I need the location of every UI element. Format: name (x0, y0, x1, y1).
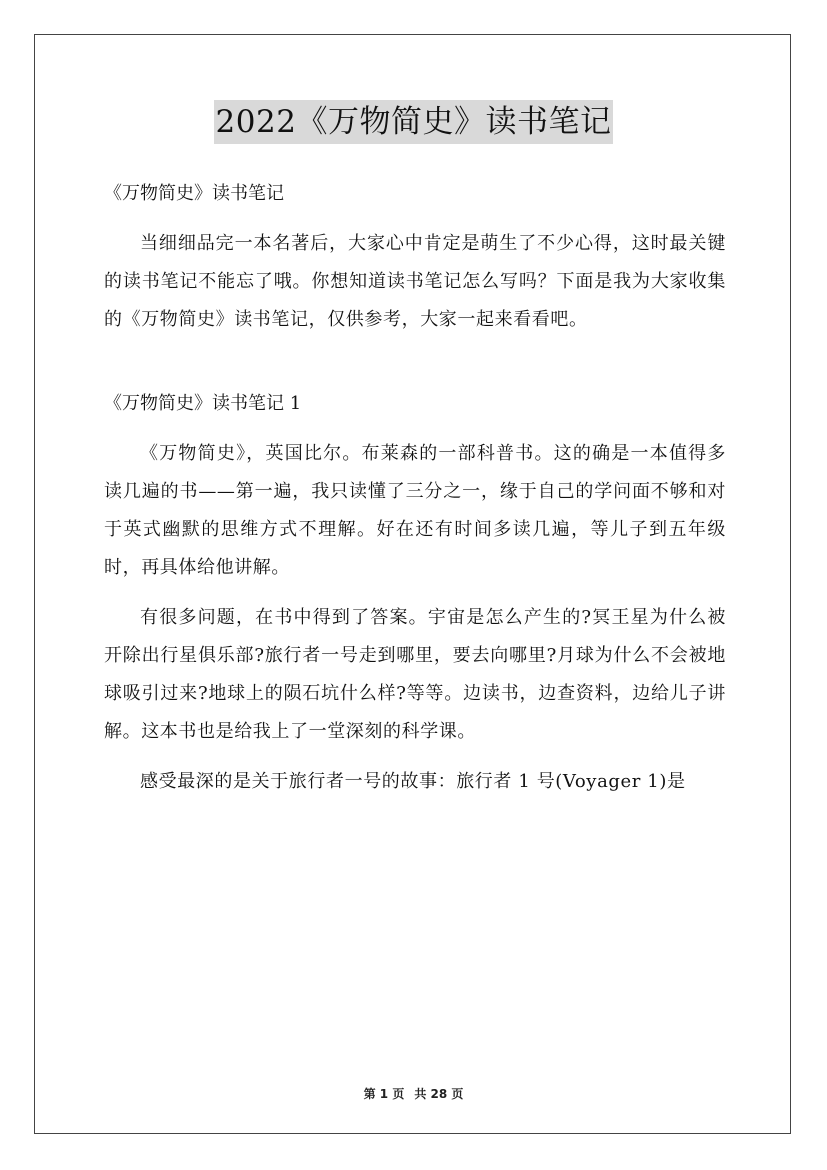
page-total: 共 28 页 (414, 1087, 464, 1101)
document-body (104, 175, 726, 801)
page-number: 第 1 页 (363, 1087, 405, 1101)
page-footer (0, 1085, 827, 1102)
body-paragraph: 有很多问题，在书中得到了答案。宇宙是怎么产生的?冥王星为什么被开除出行星俱乐部?旅行者一号走到哪里，要去向哪里?月球为什么不会被地球吸引过来?地球上的陨石坑什么样?等等。边读书，边查资料，边给儿子讲解。这本书也是给我上了一堂深刻的科学课。 (104, 607, 726, 742)
body-paragraph: 感受最深的是关于旅行者一号的故事：旅行者 1 号(Voyager 1)是 (140, 771, 686, 792)
body-paragraph: 《万物简史》，英国比尔。布莱森的一部科普书。这的确是一本值得多读几遍的书——第一遍，我只读懂了三分之一，缘于自己的学问面不够和对于英式幽默的思维方式不理解。好在还有时间多读几遍，等儿子到五年级时，再具体给他讲解。 (104, 443, 726, 578)
intro-paragraph: 当细细品完一本名著后，大家心中肯定是萌生了不少心得，这时最关键的读书笔记不能忘了哦。你想知道读书笔记怎么写吗？下面是我为大家收集的《万物简史》读书笔记，仅供参考，大家一起来看看吧。 (104, 233, 726, 330)
title-container (0, 100, 827, 144)
document-title: 2022《万物简史》读书笔记 (214, 100, 614, 144)
section-heading: 《万物简史》读书笔记 1 (104, 393, 302, 414)
intro-heading: 《万物简史》读书笔记 (104, 183, 284, 204)
